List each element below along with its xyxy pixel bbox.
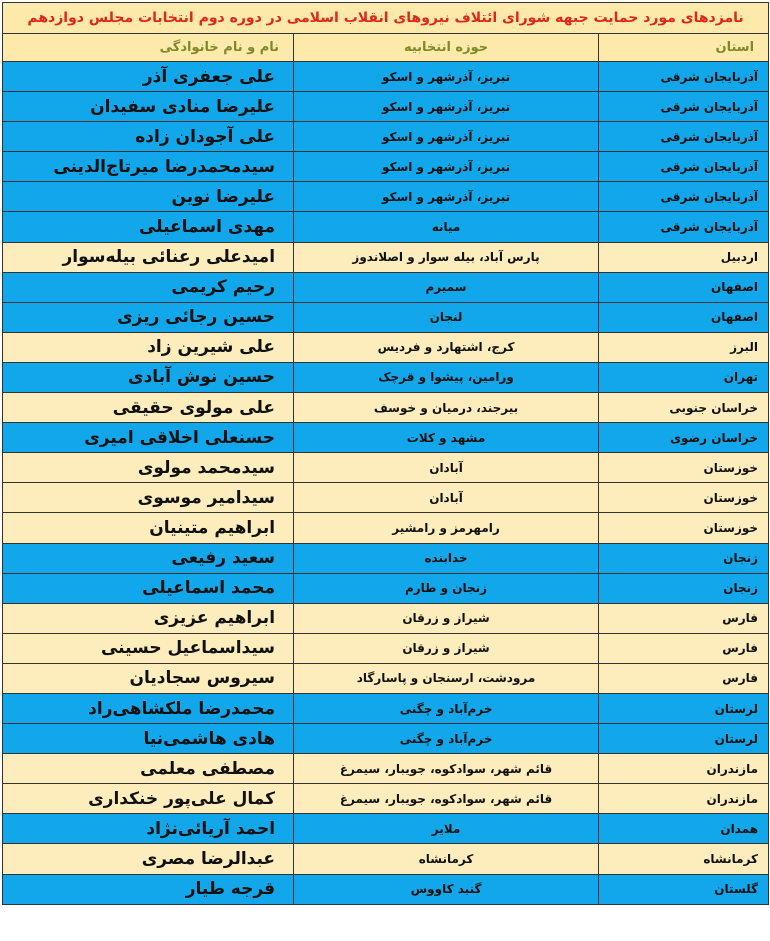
- table-row: [3, 393, 769, 423]
- cell-name: کمال علی‌پور خنکداری: [3, 784, 294, 814]
- table-row: [3, 182, 769, 212]
- table-row: [3, 272, 769, 302]
- cell-name: مصطفی معلمی: [3, 754, 294, 784]
- cell-district: زنجان و طارم: [294, 573, 599, 603]
- cell-province: کرمانشاه: [599, 844, 769, 874]
- candidates-table-wrapper: [2, 2, 768, 905]
- cell-district: سمیرم: [294, 272, 599, 302]
- cell-district: میانه: [294, 212, 599, 242]
- cell-province: آذربایجان شرقی: [599, 62, 769, 92]
- cell-district: تبریز، آذرشهر و اسکو: [294, 182, 599, 212]
- cell-district: آبادان: [294, 453, 599, 483]
- cell-province: لرستان: [599, 693, 769, 723]
- cell-district: تبریز، آذرشهر و اسکو: [294, 92, 599, 122]
- cell-name: محمد اسماعیلی: [3, 573, 294, 603]
- cell-name: حسنعلی اخلاقی امیری: [3, 423, 294, 453]
- cell-district: خرم‌آباد و چگنی: [294, 693, 599, 723]
- table-row: [3, 62, 769, 92]
- table-row: [3, 423, 769, 453]
- table-row: [3, 513, 769, 543]
- cell-province: گلستان: [599, 874, 769, 904]
- table-row: [3, 212, 769, 242]
- cell-district: شیراز و زرقان: [294, 603, 599, 633]
- cell-name: مهدی اسماعیلی: [3, 212, 294, 242]
- cell-district: ورامین، پیشوا و قرچک: [294, 362, 599, 392]
- cell-province: مازندران: [599, 754, 769, 784]
- cell-name: علی شیرین زاد: [3, 332, 294, 362]
- table-row: [3, 483, 769, 513]
- cell-name: محمدرضا ملکشاهی‌راد: [3, 693, 294, 723]
- cell-district: قائم شهر، سوادکوه، جویبار، سیمرغ: [294, 784, 599, 814]
- cell-province: تهران: [599, 362, 769, 392]
- cell-name: احمد آریائی‌نژاد: [3, 814, 294, 844]
- cell-province: فارس: [599, 633, 769, 663]
- cell-district: گنبد کاووس: [294, 874, 599, 904]
- table-row: [3, 573, 769, 603]
- cell-district: قائم شهر، سوادکوه، جویبار، سیمرغ: [294, 754, 599, 784]
- cell-province: خوزستان: [599, 453, 769, 483]
- cell-district: تبریز، آذرشهر و اسکو: [294, 62, 599, 92]
- cell-district: پارس آباد، بیله سوار و اصلاندوز: [294, 242, 599, 272]
- header-name: نام و نام خانوادگی: [3, 34, 294, 62]
- cell-name: علی جعفری آذر: [3, 62, 294, 92]
- cell-name: حسین رجائی ریزی: [3, 302, 294, 332]
- cell-district: شیراز و زرقان: [294, 633, 599, 663]
- cell-district: آبادان: [294, 483, 599, 513]
- cell-name: رحیم کریمی: [3, 272, 294, 302]
- table-row: [3, 302, 769, 332]
- table-row: [3, 603, 769, 633]
- cell-province: اصفهان: [599, 272, 769, 302]
- candidates-table: [2, 2, 769, 905]
- cell-province: اصفهان: [599, 302, 769, 332]
- cell-name: امیدعلی رعنائی بیله‌سوار: [3, 242, 294, 272]
- cell-name: علیرضا منادی سفیدان: [3, 92, 294, 122]
- cell-district: کرمانشاه: [294, 844, 599, 874]
- cell-province: آذربایجان شرقی: [599, 182, 769, 212]
- cell-province: آذربایجان شرقی: [599, 122, 769, 152]
- table-row: [3, 362, 769, 392]
- cell-name: سیدمحمد مولوی: [3, 453, 294, 483]
- table-row: [3, 663, 769, 693]
- cell-name: قرجه طیار: [3, 874, 294, 904]
- cell-name: سعید رفیعی: [3, 543, 294, 573]
- cell-province: فارس: [599, 663, 769, 693]
- cell-name: سیدمحمدرضا میرتاج‌الدینی: [3, 152, 294, 182]
- table-row: [3, 814, 769, 844]
- cell-name: هادی هاشمی‌نیا: [3, 724, 294, 754]
- cell-province: البرز: [599, 332, 769, 362]
- cell-name: سیدامیر موسوی: [3, 483, 294, 513]
- cell-province: آذربایجان شرقی: [599, 92, 769, 122]
- table-row: [3, 332, 769, 362]
- cell-province: خراسان جنوبی: [599, 393, 769, 423]
- title-row: [3, 3, 769, 34]
- header-province: استان: [599, 34, 769, 62]
- cell-district: خدابنده: [294, 543, 599, 573]
- table-row: [3, 453, 769, 483]
- cell-province: خوزستان: [599, 483, 769, 513]
- cell-province: خراسان رضوی: [599, 423, 769, 453]
- cell-district: ملایر: [294, 814, 599, 844]
- cell-province: آذربایجان شرقی: [599, 212, 769, 242]
- cell-district: تبریز، آذرشهر و اسکو: [294, 152, 599, 182]
- cell-district: کرج، اشتهارد و فردیس: [294, 332, 599, 362]
- table-row: [3, 152, 769, 182]
- table-row: [3, 784, 769, 814]
- table-row: [3, 633, 769, 663]
- table-row: [3, 844, 769, 874]
- cell-district: مشهد و کلات: [294, 423, 599, 453]
- cell-name: ابراهیم متینیان: [3, 513, 294, 543]
- cell-name: علی آجودان زاده: [3, 122, 294, 152]
- cell-province: لرستان: [599, 724, 769, 754]
- table-row: [3, 874, 769, 904]
- cell-province: همدان: [599, 814, 769, 844]
- cell-province: زنجان: [599, 543, 769, 573]
- cell-name: علی مولوی حقیقی: [3, 393, 294, 423]
- cell-district: رامهرمز و رامشیر: [294, 513, 599, 543]
- table-row: [3, 754, 769, 784]
- table-row: [3, 92, 769, 122]
- cell-province: مازندران: [599, 784, 769, 814]
- cell-name: سیروس سجادیان: [3, 663, 294, 693]
- table-title: نامزدهای مورد حمایت جبهه شورای ائتلاف نیروهای انقلاب اسلامی در دوره دوم انتخابات مجلس دوازدهم: [3, 3, 769, 34]
- cell-name: علیرضا نوین: [3, 182, 294, 212]
- table-row: [3, 242, 769, 272]
- cell-district: تبریز، آذرشهر و اسکو: [294, 122, 599, 152]
- table-row: [3, 693, 769, 723]
- cell-province: اردبیل: [599, 242, 769, 272]
- cell-province: آذربایجان شرقی: [599, 152, 769, 182]
- table-row: [3, 543, 769, 573]
- cell-province: فارس: [599, 603, 769, 633]
- cell-name: عبدالرضا مصری: [3, 844, 294, 874]
- cell-district: خرم‌آباد و چگنی: [294, 724, 599, 754]
- cell-province: خوزستان: [599, 513, 769, 543]
- table-row: [3, 122, 769, 152]
- cell-district: لنجان: [294, 302, 599, 332]
- cell-name: حسین نوش آبادی: [3, 362, 294, 392]
- table-row: [3, 724, 769, 754]
- cell-name: ابراهیم عزیزی: [3, 603, 294, 633]
- cell-province: زنجان: [599, 573, 769, 603]
- header-district: حوزه انتخابیه: [294, 34, 599, 62]
- cell-district: بیرجند، درمیان و خوسف: [294, 393, 599, 423]
- cell-name: سیداسماعیل حسینی: [3, 633, 294, 663]
- cell-district: مرودشت، ارسنجان و پاسارگاد: [294, 663, 599, 693]
- header-row: [3, 34, 769, 62]
